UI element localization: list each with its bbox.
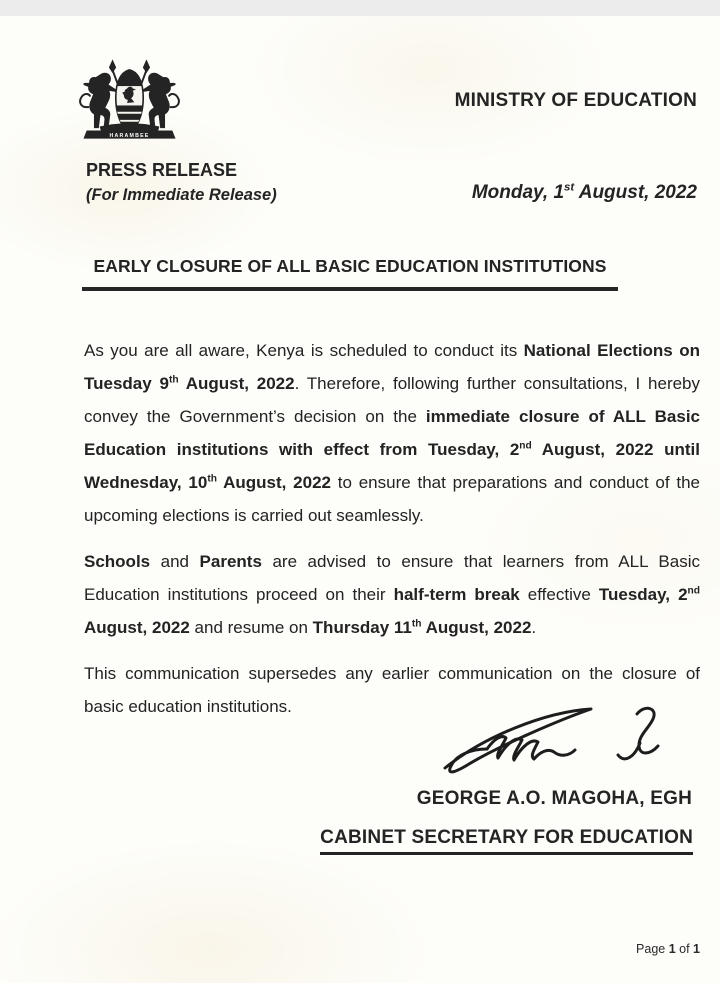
- body-paragraph-3: This communication supersedes any earlier communication on the closure of basic education institutions.: [84, 664, 700, 716]
- handwritten-signature-icon: [441, 704, 669, 780]
- scan-edge-band: [0, 0, 720, 16]
- date-line: Monday, 1st August, 2022: [471, 181, 697, 203]
- page-number-indicator: Page 1 of 1: [636, 942, 700, 956]
- signatory-role: CABINET SECRETARY FOR EDUCATION: [320, 827, 693, 855]
- body-paragraph-2: Schools and Parents are advised to ensure that learners from ALL Basic Education institutions proceed on their half-term break effective Tuesday, 2nd August, 2022 and resume on Thursday 11th August, 2022.: [84, 552, 700, 637]
- ministry-title: MINISTRY OF EDUCATION: [454, 90, 697, 111]
- immediate-release-label: (For Immediate Release): [86, 186, 277, 204]
- signatory-name: GEORGE A.O. MAGOHA, EGH: [416, 788, 692, 809]
- harambee-motto-text: HARAMBEE: [109, 132, 150, 139]
- headline-text: EARLY CLOSURE OF ALL BASIC EDUCATION INSTITUTIONS: [93, 256, 607, 276]
- headline-block: [82, 256, 618, 291]
- body-paragraph-1: As you are all aware, Kenya is scheduled to conduct its National Elections on Tuesday 9th August, 2022. Therefore, following further consultations, I hereby convey the Government’s decision on the immediate closure of ALL Basic Education institutions with effect from Tuesday, 2nd August, 2022 until Wednesday, 10th August, 2022 to ensure that preparations and conduct of the upcoming elections is carried out seamlessly.: [84, 341, 701, 525]
- press-release-label: PRESS RELEASE: [86, 160, 238, 180]
- kenya-coat-of-arms-icon: [77, 58, 182, 140]
- body-text: [84, 334, 700, 736]
